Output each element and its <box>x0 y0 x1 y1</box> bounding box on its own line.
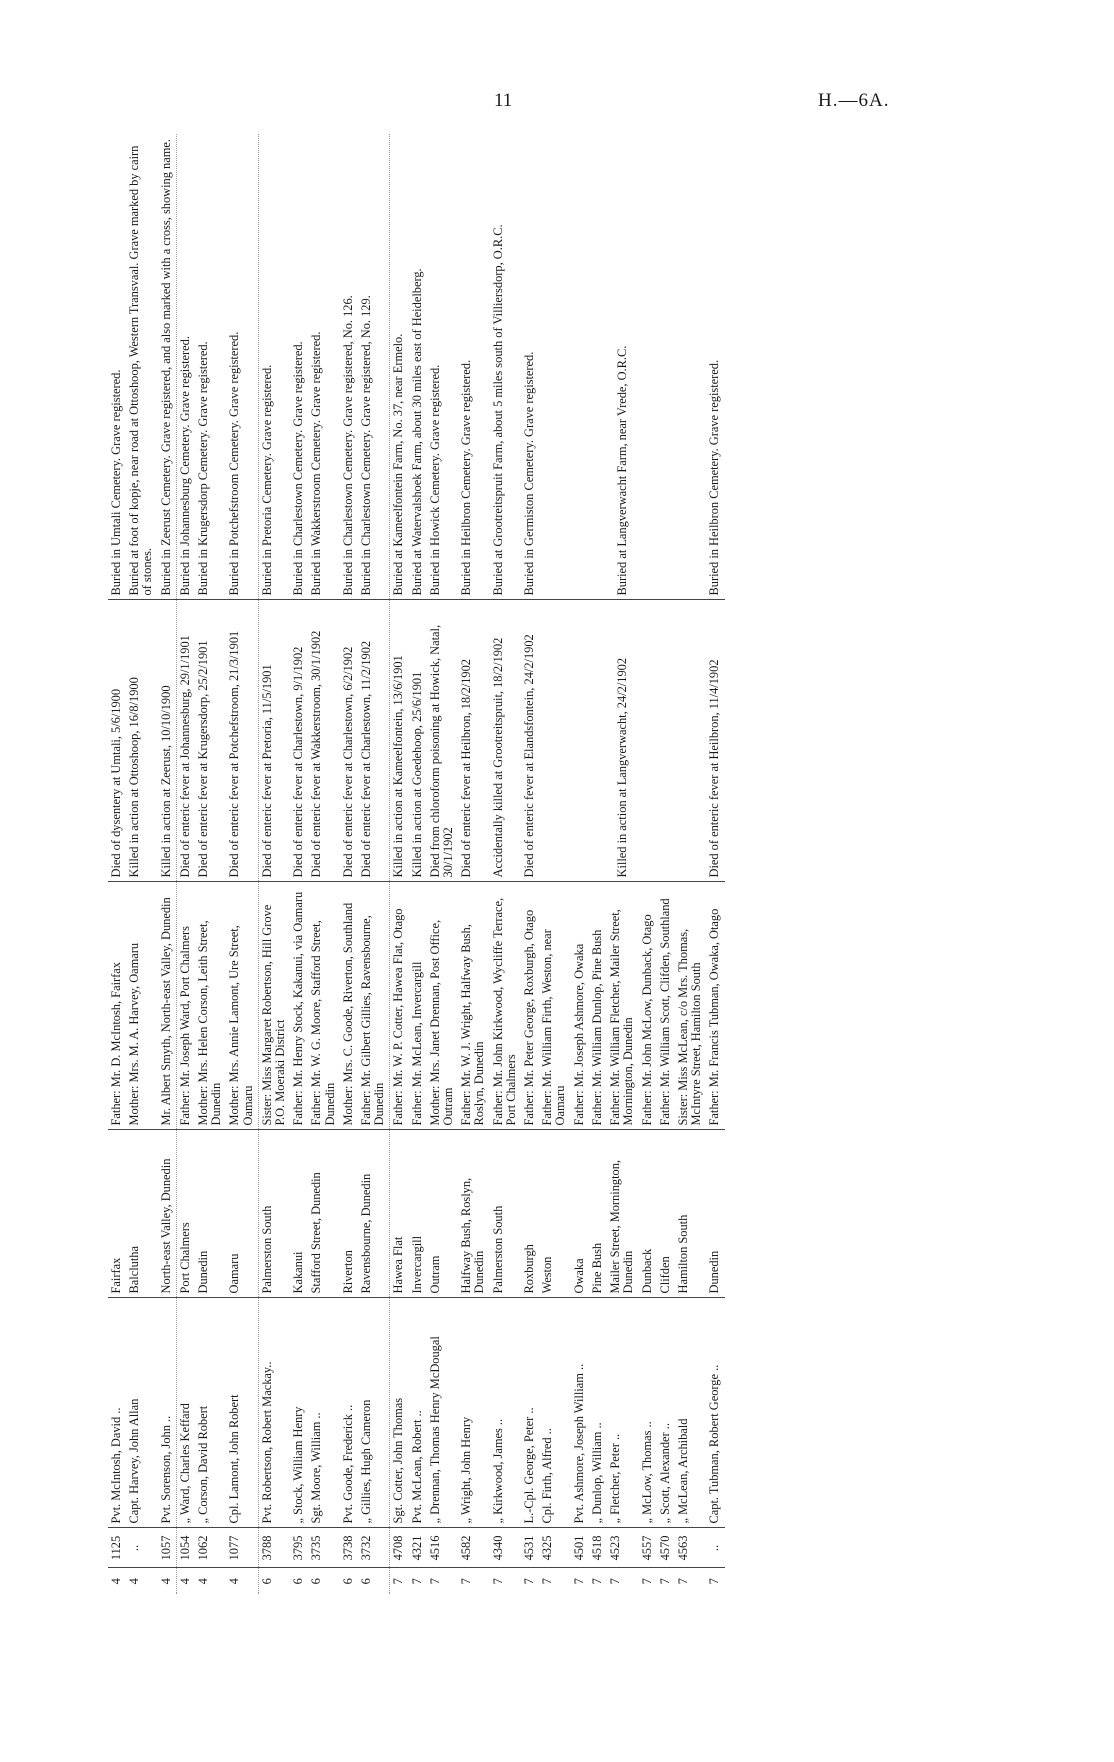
casualty-table <box>108 134 725 1594</box>
name-cell: „ Scott, Alexander .. <box>657 1298 675 1528</box>
contingent-cell: 7 <box>459 1578 474 1585</box>
table-row <box>706 134 724 1594</box>
name-cell: „ Ward, Charles Keffard <box>176 1298 195 1528</box>
name-cell: „ Drennan, Thomas Henry McDougal <box>427 1298 458 1528</box>
next-of-kin-cell: Mother: Mrs. Janet Drennan, Post Office, Outram <box>427 882 458 1130</box>
name-cell: Cpl. Firth, Alfred .. <box>539 1298 570 1528</box>
address-cell: Roxburgh <box>521 1130 539 1298</box>
burial-cell: Buried in Heilbron Cemetery. Grave registered. <box>458 134 489 600</box>
burial-cell: Buried in Wakkerstroom Cemetery. Grave registered. <box>308 134 339 600</box>
contingent-cell: 7 <box>657 1578 672 1585</box>
table-row <box>340 134 358 1594</box>
burial-cell: Buried at Watervalshoek Farm, about 30 miles east of Heidelberg. <box>409 134 427 600</box>
table-row <box>258 134 290 1594</box>
paper-reference: H.—6A. <box>818 90 890 111</box>
name-cell: Pvt. Ashmore, Joseph William .. <box>571 1298 589 1528</box>
address-cell: Outram <box>427 1130 458 1298</box>
regimental-number-cell: 4563 <box>675 1528 706 1568</box>
burial-cell: Buried in Heilbron Cemetery. Grave registered. <box>706 134 724 600</box>
next-of-kin-cell: Father: Mr. W. J. Wright, Halfway Bush, Roslyn, Dunedin <box>458 882 489 1130</box>
contingent-cell: 6 <box>359 1578 374 1585</box>
contingent-cell: 7 <box>639 1578 654 1585</box>
address-cell: Mailer Street, Mornington, Dunedin <box>607 1130 638 1298</box>
cause-of-death-cell: Killed in action at Ottoshoop, 16/8/1900 <box>126 600 157 882</box>
cause-of-death-cell: Died of enteric fever at Elandsfontein, 24/2/1902 <box>521 600 539 882</box>
table-row <box>358 134 390 1594</box>
regimental-number-cell: 4340 <box>490 1528 521 1568</box>
name-cell: L.-Cpl. George, Peter .. <box>521 1298 539 1528</box>
cause-of-death-cell: Died of enteric fever at Wakkerstroom, 30/1/1902 <box>308 600 339 882</box>
contingent-cell: 7 <box>427 1578 442 1585</box>
name-cell: „ Stock, William Henry <box>290 1298 308 1528</box>
contingent-cell: 4 <box>109 1578 123 1585</box>
cause-of-death-cell: Died of enteric fever at Pretoria, 11/5/1901 <box>258 600 290 882</box>
cause-of-death-cell: Died of enteric fever at Charlestown, 9/1/1902 <box>290 600 308 882</box>
next-of-kin-cell: Father: Mr. Peter George, Roxburgh, Otago <box>521 882 539 1130</box>
address-cell: Kakanui <box>290 1130 308 1298</box>
regimental-number-cell: 1062 <box>195 1528 226 1568</box>
contingent-cell: 6 <box>309 1578 324 1585</box>
group-burial-cell: Buried at Langverwacht Farm, near Vrede, O.R.C. <box>539 134 706 600</box>
burial-cell: Buried in Potchefstroom Cemetery. Grave registered. <box>226 134 258 600</box>
name-cell: Sgt. Moore, William .. <box>308 1298 339 1528</box>
name-cell: Sgt. Cotter, John Thomas <box>390 1298 409 1528</box>
regimental-number-cell: 4582 <box>458 1528 489 1568</box>
next-of-kin-cell: Father: Mr. John Kirkwood, Wycliffe Terrace, Port Chalmers <box>490 882 521 1130</box>
regimental-number-cell: 1057 <box>158 1528 177 1568</box>
cause-of-death-cell: Killed in action at Goedehoop, 25/6/1901 <box>409 600 427 882</box>
burial-cell: Buried in Zeerust Cemetery. Grave registered, and also marked with a cross, showing name. <box>158 134 177 600</box>
regimental-number-cell: 4325 <box>539 1528 570 1568</box>
address-cell: Halfway Bush, Roslyn, Dunedin <box>458 1130 489 1298</box>
name-cell: Pvt. Sorenson, John .. <box>158 1298 177 1528</box>
regimental-number-cell: 3732 <box>358 1528 390 1568</box>
cause-of-death-cell: Died of enteric fever at Krugersdorp, 25/2/1901 <box>195 600 226 882</box>
regimental-number-cell: 4523 <box>607 1528 638 1568</box>
table-row <box>176 134 195 1594</box>
regimental-number-cell: 4570 <box>657 1528 675 1568</box>
next-of-kin-cell: Father: Mr. Joseph Ward, Port Chalmers <box>176 882 195 1130</box>
contingent-cell: 6 <box>258 1568 290 1594</box>
contingent-cell: 7 <box>675 1578 690 1585</box>
regimental-number-cell: 4516 <box>427 1528 458 1568</box>
regimental-number-cell: 3795 <box>290 1528 308 1568</box>
contingent-cell: 7 <box>707 1578 722 1585</box>
next-of-kin-cell: Father: Mr. D. McIntosh, Fairfax <box>108 882 126 1130</box>
cause-of-death-cell: Accidentally killed at Grootreitspruit, 18/2/1902 <box>490 600 521 882</box>
burial-cell: Buried in Johannesburg Cemetery. Grave registered. <box>176 134 195 600</box>
address-cell: Palmerston South <box>490 1130 521 1298</box>
contingent-cell: 7 <box>571 1578 586 1585</box>
table-row <box>390 134 409 1594</box>
name-cell: „ McLow, Thomas .. <box>639 1298 657 1528</box>
name-cell: „ Fletcher, Peter .. <box>607 1298 638 1528</box>
next-of-kin-cell: Father: Mr. John McLow, Dunback, Otago <box>639 882 657 1130</box>
next-of-kin-cell: Mother: Mrs. C. Goode, Riverton, Southland <box>340 882 358 1130</box>
regimental-number-cell: .. <box>706 1528 724 1568</box>
contingent-cell: 6 <box>291 1578 306 1585</box>
address-cell: Clifden <box>657 1130 675 1298</box>
name-cell: „ Corson, David Robert <box>195 1298 226 1528</box>
table-row <box>308 134 339 1594</box>
contingent-cell: 7 <box>608 1578 623 1585</box>
next-of-kin-cell: Mother: Mrs. Helen Corson, Leith Street, Dunedin <box>195 882 226 1130</box>
contingent-cell: 6 <box>340 1578 355 1585</box>
next-of-kin-cell: Father: Mr. Joseph Ashmore, Owaka <box>571 882 589 1130</box>
address-cell: Fairfax <box>108 1130 126 1298</box>
address-cell: Owaka <box>571 1130 589 1298</box>
burial-cell: Buried in Pretoria Cemetery. Grave registered. <box>258 134 290 600</box>
address-cell: Riverton <box>340 1130 358 1298</box>
casualty-table-rotated <box>108 134 978 1594</box>
name-cell: Pvt. Goode, Frederick .. <box>340 1298 358 1528</box>
name-cell: „ Dunlop, William .. <box>589 1298 607 1528</box>
cause-of-death-cell: Killed in action at Kameelfontein, 13/6/1901 <box>390 600 409 882</box>
name-cell: „ McLean, Archibald <box>675 1298 706 1528</box>
address-cell: Port Chalmers <box>176 1130 195 1298</box>
regimental-number-cell: 4708 <box>390 1528 409 1568</box>
contingent-cell: 7 <box>589 1578 604 1585</box>
cause-of-death-cell: Died of enteric fever at Johannesburg, 29/1/1901 <box>176 600 195 882</box>
cause-of-death-cell: Died of enteric fever at Heilbron, 18/2/1902 <box>458 600 489 882</box>
name-cell: Pvt. Robertson, Robert Mackay.. <box>258 1298 290 1528</box>
table-row <box>195 134 226 1594</box>
name-cell: Pvt. McIntosh, David .. <box>108 1298 126 1528</box>
table-row <box>490 134 521 1594</box>
address-cell: Stafford Street, Dunedin <box>308 1130 339 1298</box>
cause-of-death-cell: Killed in action at Zeerust, 10/10/1900 <box>158 600 177 882</box>
next-of-kin-cell: Father: Mr. Henry Stock, Kakanui, via Oamaru <box>290 882 308 1130</box>
cause-of-death-cell: Died of enteric fever at Heilbron, 11/4/1902 <box>706 600 724 882</box>
address-cell: Dunedin <box>706 1130 724 1298</box>
table-row <box>126 134 157 1594</box>
burial-cell: Buried in Charlestown Cemetery. Grave registered, No. 126. <box>340 134 358 600</box>
name-cell: Capt. Harvey, John Allan <box>126 1298 157 1528</box>
burial-cell: Buried in Charlestown Cemetery. Grave registered, No. 129. <box>358 134 390 600</box>
regimental-number-cell: 4518 <box>589 1528 607 1568</box>
group-cause-cell: Killed in action at Langverwacht, 24/2/1902 <box>539 600 706 882</box>
address-cell: Oamaru <box>226 1130 258 1298</box>
table-row <box>409 134 427 1594</box>
name-cell: „ Kirkwood, James .. <box>490 1298 521 1528</box>
contingent-cell: 7 <box>390 1568 409 1594</box>
burial-cell: Buried in Umtali Cemetery. Grave registered. <box>108 134 126 600</box>
regimental-number-cell: 1125 <box>108 1528 126 1568</box>
address-cell: Hawea Flat <box>390 1130 409 1298</box>
contingent-cell: 4 <box>176 1568 195 1594</box>
burial-cell: Buried in Charlestown Cemetery. Grave registered. <box>290 134 308 600</box>
address-cell: Pine Bush <box>589 1130 607 1298</box>
regimental-number-cell: 1054 <box>176 1528 195 1568</box>
address-cell: Hamilton South <box>675 1130 706 1298</box>
contingent-cell: 4 <box>158 1578 173 1585</box>
name-cell: „ Gillies, Hugh Cameron <box>358 1298 390 1528</box>
next-of-kin-cell: Sister: Miss Margaret Robertson, Hill Grove P.O. Moeraki District <box>258 882 290 1130</box>
next-of-kin-cell: Mother: Mrs. M. A. Harvey, Oamaru <box>126 882 157 1130</box>
regimental-number-cell: 4557 <box>639 1528 657 1568</box>
next-of-kin-cell: Sister: Miss McLean, c/o Mrs. Thomas, McIntyre Street, Hamilton South <box>675 882 706 1130</box>
contingent-cell: 7 <box>490 1578 505 1585</box>
address-cell: Dunback <box>639 1130 657 1298</box>
burial-cell: Buried at Grootreitspruit Farm, about 5 miles south of Villiersdorp, O.R.C. <box>490 134 521 600</box>
cause-of-death-cell: Died from chloroform poisoning at Howick, Natal, 30/1/1902 <box>427 600 458 882</box>
next-of-kin-cell: Father: Mr. W. G. Moore, Stafford Street, Dunedin <box>308 882 339 1130</box>
table-row <box>290 134 308 1594</box>
table-row <box>539 134 570 1594</box>
table-row <box>226 134 258 1594</box>
table-row <box>158 134 177 1594</box>
contingent-cell: 7 <box>522 1578 537 1585</box>
next-of-kin-cell: Father: Mr. William Scott, Clifden, Southland <box>657 882 675 1130</box>
regimental-number-cell: 4321 <box>409 1528 427 1568</box>
burial-cell: Buried at Kameelfontein Farm, No. 37, near Ermelo. <box>390 134 409 600</box>
address-cell: Palmerston South <box>258 1130 290 1298</box>
burial-cell: Buried in Howick Cemetery. Grave registered. <box>427 134 458 600</box>
name-cell: Pvt. McLean, Robert .. <box>409 1298 427 1528</box>
table-row <box>108 134 126 1594</box>
burial-cell: Buried in Krugersdorp Cemetery. Grave registered. <box>195 134 226 600</box>
next-of-kin-cell: Mr. Albert Smyth, North-east Valley, Dunedin <box>158 882 177 1130</box>
name-cell: Capt. Tubman, Robert George .. <box>706 1298 724 1528</box>
name-cell: „ Wright, John Henry <box>458 1298 489 1528</box>
next-of-kin-cell: Father: Mr. William Firth, Weston, near Oamaru <box>539 882 570 1130</box>
regimental-number-cell: 3738 <box>340 1528 358 1568</box>
regimental-number-cell: 3735 <box>308 1528 339 1568</box>
next-of-kin-cell: Father: Mr. William Fletcher, Mailer Street, Mornington, Dunedin <box>607 882 638 1130</box>
next-of-kin-cell: Father: Mr. McLean, Invercargill <box>409 882 427 1130</box>
regimental-number-cell: 1077 <box>226 1528 258 1568</box>
next-of-kin-cell: Father: Mr. Francis Tubman, Owaka, Otago <box>706 882 724 1130</box>
regimental-number-cell: 4531 <box>521 1528 539 1568</box>
contingent-cell: 4 <box>227 1578 242 1585</box>
table-row <box>458 134 489 1594</box>
name-cell: Cpl. Lamont, John Robert <box>226 1298 258 1528</box>
contingent-cell: 4 <box>196 1578 211 1585</box>
address-cell: Invercargill <box>409 1130 427 1298</box>
next-of-kin-cell: Mother: Mrs. Annie Lamont, Ure Street, Oamaru <box>226 882 258 1130</box>
cause-of-death-cell: Died of enteric fever at Charlestown, 6/2/1902 <box>340 600 358 882</box>
next-of-kin-cell: Father: Mr. William Dunlop, Pine Bush <box>589 882 607 1130</box>
contingent-cell: 4 <box>127 1578 142 1585</box>
cause-of-death-cell: Died of enteric fever at Charlestown, 11/2/1902 <box>358 600 390 882</box>
regimental-number-cell: .. <box>126 1528 157 1568</box>
address-cell: North-east Valley, Dunedin <box>158 1130 177 1298</box>
next-of-kin-cell: Father: Mr. Gilbert Gillies, Ravensbourne, Dunedin <box>358 882 390 1130</box>
address-cell: Ravensbourne, Dunedin <box>358 1130 390 1298</box>
burial-cell: Buried in Germiston Cemetery. Grave registered. <box>521 134 539 600</box>
page-number: 11 <box>494 90 513 111</box>
cause-of-death-cell: Died of enteric fever at Potchefstroom, 21/3/1901 <box>226 600 258 882</box>
contingent-cell: 7 <box>409 1578 424 1585</box>
address-cell: Dunedin <box>195 1130 226 1298</box>
address-cell: Balclutha <box>126 1130 157 1298</box>
next-of-kin-cell: Father: Mr. W. P. Cotter, Hawea Flat, Otago <box>390 882 409 1130</box>
regimental-number-cell: 3788 <box>258 1528 290 1568</box>
contingent-cell: 7 <box>540 1578 555 1585</box>
address-cell: Weston <box>539 1130 570 1298</box>
table-row <box>521 134 539 1594</box>
casualty-table-body <box>108 134 725 1594</box>
burial-cell: Buried at foot of kopje, near road at Ottoshoop, Western Transvaal. Grave marked by cairn of stones. <box>126 134 157 600</box>
regimental-number-cell: 4501 <box>571 1528 589 1568</box>
cause-of-death-cell: Died of dysentery at Umtali, 5/6/1900 <box>108 600 126 882</box>
table-row <box>427 134 458 1594</box>
